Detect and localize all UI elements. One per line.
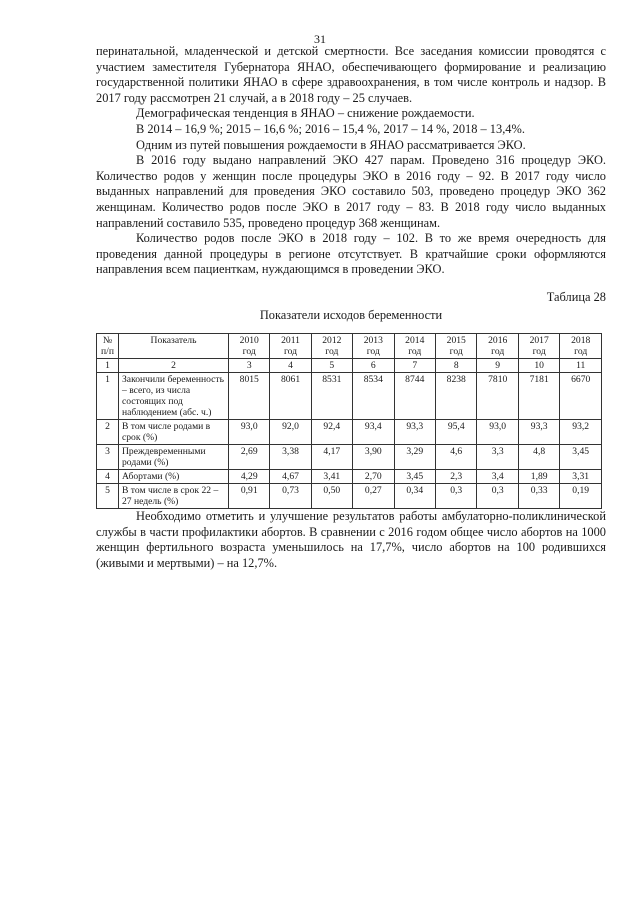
table-row bbox=[97, 470, 602, 484]
table-cell: 2,69 bbox=[229, 445, 270, 470]
paragraph: перинатальной, младенческой и детской смертности. Все заседания комиссии проводятся с участием заместителя Губернатора ЯНАО, обеспечивающего формирование и реализацию государственной политики ЯНАО в сфере здравоохранения, в том числе контроль и надзор. В 2017 году рассмотрен 21 случай, а в 2018 году – 25 случаев. bbox=[96, 44, 606, 105]
table-cell: 3,41 bbox=[311, 470, 352, 484]
column-header: 2018 год bbox=[560, 334, 602, 359]
table-cell: 4,6 bbox=[436, 445, 477, 470]
column-header: Показатель bbox=[119, 334, 229, 359]
column-number: 9 bbox=[477, 359, 518, 373]
table-cell: 8061 bbox=[270, 373, 311, 420]
table-cell: 4,67 bbox=[270, 470, 311, 484]
table-cell: 8015 bbox=[229, 373, 270, 420]
row-label: Закончили беременность – всего, из числа состоящих под наблюдением (абс. ч.) bbox=[119, 373, 229, 420]
table-cell: 3,45 bbox=[560, 445, 602, 470]
table-cell: 7810 bbox=[477, 373, 518, 420]
table-cell: 0,73 bbox=[270, 484, 311, 509]
table-row bbox=[97, 373, 602, 420]
column-header: 2013 год bbox=[353, 334, 394, 359]
table-cell: 93,0 bbox=[477, 420, 518, 445]
column-number: 11 bbox=[560, 359, 602, 373]
paragraph: Количество родов после ЭКО в 2018 году – 102. В то же время очередность для проведения данной процедуры в регионе отсутствует. В кратчайшие сроки оформляются направления всем пациенткам, нуждающимся в проведении ЭКО. bbox=[96, 231, 606, 277]
column-number: 3 bbox=[229, 359, 270, 373]
table-cell: 2,3 bbox=[436, 470, 477, 484]
paragraph: Одним из путей повышения рождаемости в ЯНАО рассматривается ЭКО. bbox=[136, 137, 526, 152]
column-number-row bbox=[97, 359, 602, 373]
column-number: 10 bbox=[518, 359, 559, 373]
column-header: 2015 год bbox=[436, 334, 477, 359]
table-cell: 0,3 bbox=[436, 484, 477, 509]
table-cell: 93,3 bbox=[518, 420, 559, 445]
table-cell: 3,31 bbox=[560, 470, 602, 484]
table-cell: 3,38 bbox=[270, 445, 311, 470]
page-number: 31 bbox=[314, 32, 326, 46]
table-row bbox=[97, 484, 602, 509]
column-header: 2016 год bbox=[477, 334, 518, 359]
row-label: Абортами (%) bbox=[119, 470, 229, 484]
table-cell: 3,4 bbox=[477, 470, 518, 484]
table-row bbox=[97, 420, 602, 445]
table-cell: 93,0 bbox=[229, 420, 270, 445]
column-number: 1 bbox=[97, 359, 119, 373]
table-cell: 4,17 bbox=[311, 445, 352, 470]
table-cell: 93,4 bbox=[353, 420, 394, 445]
column-header: 2014 год bbox=[394, 334, 435, 359]
table-cell: 0,19 bbox=[560, 484, 602, 509]
table-cell: 1,89 bbox=[518, 470, 559, 484]
column-header: 2017 год bbox=[518, 334, 559, 359]
row-label: В том числе родами в срок (%) bbox=[119, 420, 229, 445]
column-number: 5 bbox=[311, 359, 352, 373]
table-cell: 0,34 bbox=[394, 484, 435, 509]
column-header: 2012 год bbox=[311, 334, 352, 359]
table-cell: 3,90 bbox=[353, 445, 394, 470]
table-title: Показатели исходов беременности bbox=[259, 307, 443, 322]
table-cell: 0,50 bbox=[311, 484, 352, 509]
column-header: 2011 год bbox=[270, 334, 311, 359]
table-cell: 3,3 bbox=[477, 445, 518, 470]
table-cell: 0,91 bbox=[229, 484, 270, 509]
row-number: 3 bbox=[97, 445, 119, 470]
table-row bbox=[97, 445, 602, 470]
paragraph: Демографическая тенденция в ЯНАО – снижение рождаемости. bbox=[136, 106, 475, 121]
column-header: № п/п bbox=[97, 334, 119, 359]
paragraph: В 2014 – 16,9 %; 2015 – 16,6 %; 2016 – 15,4 %, 2017 – 14 %, 2018 – 13,4%. bbox=[136, 121, 525, 136]
row-label: Преждевременными родами (%) bbox=[119, 445, 229, 470]
table-cell: 6670 bbox=[560, 373, 602, 420]
paragraph: В 2016 году выдано направлений ЭКО 427 парам. Проведено 316 процедур ЭКО. Количество родов у женщин после процедуры ЭКО в 2016 году – 92. В 2017 году число выданных направлений для проведения ЭКО составило 503, проведено процедур ЭКО 362 женщинам. Количество родов после ЭКО в 2017 году – 83. В 2018 году число выданных направлений составило 535, проведено процедур 368 женщинам. bbox=[96, 153, 606, 230]
table-cell: 8534 bbox=[353, 373, 394, 420]
row-number: 1 bbox=[97, 373, 119, 420]
table-cell: 0,33 bbox=[518, 484, 559, 509]
table-cell: 4,8 bbox=[518, 445, 559, 470]
row-label: В том числе в срок 22 – 27 недель (%) bbox=[119, 484, 229, 509]
table-cell: 4,29 bbox=[229, 470, 270, 484]
table-cell: 8531 bbox=[311, 373, 352, 420]
column-number: 2 bbox=[119, 359, 229, 373]
pregnancy-outcomes-table bbox=[96, 333, 602, 509]
column-header: 2010 год bbox=[229, 334, 270, 359]
row-number: 4 bbox=[97, 470, 119, 484]
row-number: 5 bbox=[97, 484, 119, 509]
table-cell: 3,45 bbox=[394, 470, 435, 484]
table-caption: Таблица 28 bbox=[546, 289, 606, 304]
table-cell: 8744 bbox=[394, 373, 435, 420]
table-cell: 92,4 bbox=[311, 420, 352, 445]
column-number: 4 bbox=[270, 359, 311, 373]
table-cell: 2,70 bbox=[353, 470, 394, 484]
column-number: 8 bbox=[436, 359, 477, 373]
table-cell: 0,3 bbox=[477, 484, 518, 509]
document-body bbox=[96, 44, 606, 571]
table-header-row bbox=[97, 334, 602, 359]
row-number: 2 bbox=[97, 420, 119, 445]
table-cell: 0,27 bbox=[353, 484, 394, 509]
table-cell: 3,29 bbox=[394, 445, 435, 470]
table-cell: 8238 bbox=[436, 373, 477, 420]
column-number: 7 bbox=[394, 359, 435, 373]
table-cell: 93,3 bbox=[394, 420, 435, 445]
table-cell: 93,2 bbox=[560, 420, 602, 445]
table-cell: 7181 bbox=[518, 373, 559, 420]
paragraph: Необходимо отметить и улучшение результатов работы амбулаторно-поликлинической службы в части профилактики абортов. В сравнении с 2016 годом общее число абортов на 1000 женщин фертильного возраста уменьшилось на 17,7%, число абортов на 100 родившихся (живыми и мертвыми) – на 12,7%. bbox=[96, 509, 606, 570]
column-number: 6 bbox=[353, 359, 394, 373]
table-cell: 92,0 bbox=[270, 420, 311, 445]
table-cell: 95,4 bbox=[436, 420, 477, 445]
